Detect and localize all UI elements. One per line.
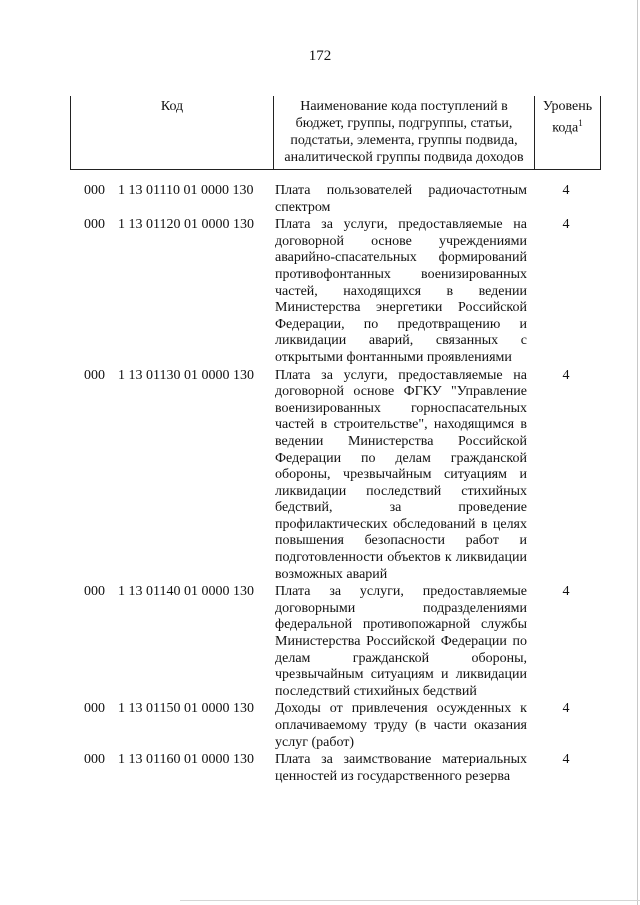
admin-code: 000	[84, 701, 105, 717]
scan-edge-line	[637, 0, 638, 905]
income-name: Плата за услуги, предоставляемые на договорной основе учреждениями аварийно-спасательных формирований противофонтанных военизированных частей, находящихся в ведении Министерства энергетики Российской Федерации, по предотвращению и ликвидации аварий, связанных с открытыми фонтанными проявлениями	[275, 217, 527, 365]
code-level: 4	[562, 217, 570, 233]
income-name: Плата пользователей радиочастотным спектром	[275, 183, 527, 215]
table-row	[0, 217, 640, 366]
income-code: 1 13 01160 01 0000 130	[118, 752, 254, 768]
income-code: 1 13 01140 01 0000 130	[118, 584, 254, 600]
table-row	[0, 701, 640, 751]
income-code: 1 13 01130 01 0000 130	[118, 367, 254, 383]
income-code: 1 13 01110 01 0000 130	[118, 183, 254, 198]
scan-edge-line	[180, 900, 640, 901]
table-row	[0, 752, 640, 785]
code-level: 4	[562, 183, 570, 198]
table-row	[0, 584, 640, 700]
code-level: 4	[562, 367, 570, 383]
admin-code: 000	[84, 752, 105, 768]
header-code: Код	[71, 96, 274, 170]
admin-code: 000	[84, 183, 105, 198]
income-name: Плата за заимствование материальных ценностей из государственного резерва	[275, 752, 527, 784]
table-header	[70, 96, 601, 170]
page-number: 172	[308, 48, 332, 64]
header-level-label: Уровень кода	[542, 99, 593, 136]
income-code: 1 13 01120 01 0000 130	[118, 217, 254, 233]
income-name: Плата за услуги, предоставляемые договорными подразделениями федеральной противопожарной службы Министерства Российской Федерации по делам гражданской обороны, чрезвычайным ситуациям и ликвидации последствий стихийных бедствий	[275, 584, 527, 699]
income-code: 1 13 01150 01 0000 130	[118, 701, 254, 717]
admin-code: 000	[84, 367, 105, 383]
code-level: 4	[562, 752, 570, 768]
admin-code: 000	[84, 584, 105, 600]
code-level: 4	[562, 584, 570, 600]
income-name: Плата за услуги, предоставляемые на договорной основе ФГКУ "Управление военизированных горноспасательных частей в строительстве", находящимся в ведении Министерства Российской Федерации по делам гражданской обороны, чрезвычайным ситуациям и ликвидации последствий стихийных бедствий, за проведение профилактических обследований в целях повышения безопасности работ и подготовленности объектов к ликвидации возможных аварий	[275, 367, 527, 582]
table-row	[0, 183, 640, 216]
header-level	[535, 96, 601, 170]
income-name: Доходы от привлечения осужденных к оплачиваемому труду (в части оказания услуг (работ)	[275, 701, 527, 750]
code-level: 4	[562, 701, 570, 717]
income-code-list	[0, 183, 640, 786]
admin-code: 000	[84, 217, 105, 233]
header-level-footnote: 1	[578, 118, 583, 128]
header-name: Наименование кода поступлений в бюджет, группы, подгруппы, статьи, подстатьи, элемента, группы подвида, аналитической группы подвида доходов	[274, 96, 535, 170]
table-row	[0, 368, 640, 584]
